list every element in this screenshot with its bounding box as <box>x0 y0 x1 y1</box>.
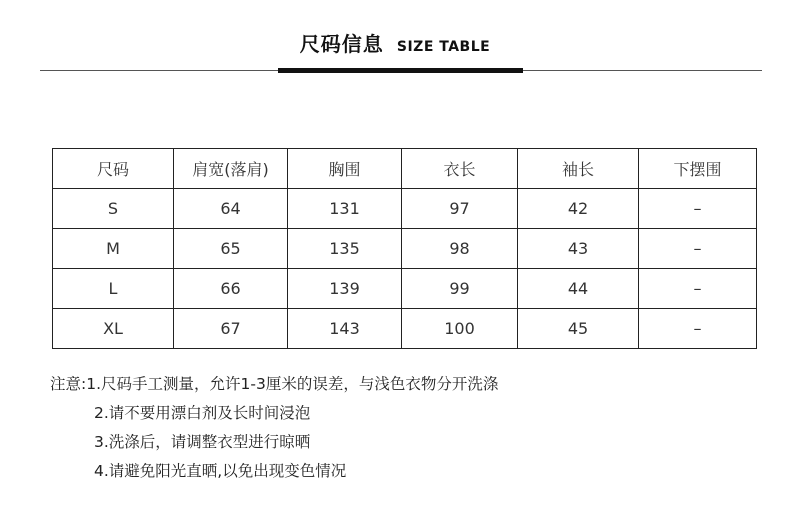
table-cell: XL <box>53 309 174 349</box>
title-underline-bar <box>278 68 523 73</box>
column-header-length: 衣长 <box>402 149 518 189</box>
table-row <box>53 229 757 269</box>
table-cell: – <box>639 309 757 349</box>
table-cell: 135 <box>288 229 402 269</box>
table-cell: L <box>53 269 174 309</box>
table-cell: S <box>53 189 174 229</box>
column-header-sleeve: 袖长 <box>518 149 639 189</box>
table-cell: 45 <box>518 309 639 349</box>
table-cell: – <box>639 229 757 269</box>
size-table <box>52 148 757 349</box>
table-header-row <box>53 149 757 189</box>
column-header-shoulder: 肩宽(落肩) <box>174 149 288 189</box>
note-item: 2.请不要用漂白剂及长时间浸泡 <box>94 404 311 422</box>
table-cell: 100 <box>402 309 518 349</box>
note-line <box>50 370 498 399</box>
table-row <box>53 269 757 309</box>
table-cell: 64 <box>174 189 288 229</box>
table-cell: 42 <box>518 189 639 229</box>
table-cell: 131 <box>288 189 402 229</box>
table-cell: M <box>53 229 174 269</box>
column-header-size: 尺码 <box>53 149 174 189</box>
title-english: SIZE TABLE <box>396 39 491 55</box>
table-cell: 98 <box>402 229 518 269</box>
table-cell: 44 <box>518 269 639 309</box>
care-notes <box>50 370 498 486</box>
table-cell: 66 <box>174 269 288 309</box>
table-cell: 139 <box>288 269 402 309</box>
table-cell: 43 <box>518 229 639 269</box>
column-header-hem: 下摆围 <box>639 149 757 189</box>
table-cell: – <box>639 269 757 309</box>
table-cell: 99 <box>402 269 518 309</box>
table-row <box>53 189 757 229</box>
table-cell: 97 <box>402 189 518 229</box>
table-cell: 67 <box>174 309 288 349</box>
table-row <box>53 309 757 349</box>
table-cell: – <box>639 189 757 229</box>
note-item: 3.洗涤后，请调整衣型进行晾晒 <box>94 433 311 451</box>
note-line <box>50 457 498 486</box>
notes-prefix: 注意: <box>50 375 87 393</box>
note-line <box>50 428 498 457</box>
table-cell: 65 <box>174 229 288 269</box>
note-item: 1.尺码手工测量，允许1-3厘米的误差，与浅色衣物分开洗涤 <box>86 375 499 393</box>
table-cell: 143 <box>288 309 402 349</box>
column-header-chest: 胸围 <box>288 149 402 189</box>
page-title <box>0 28 790 57</box>
title-chinese: 尺码信息 <box>299 32 384 56</box>
note-item: 4.请避免阳光直晒,以免出现变色情况 <box>94 462 347 480</box>
note-line <box>50 399 498 428</box>
